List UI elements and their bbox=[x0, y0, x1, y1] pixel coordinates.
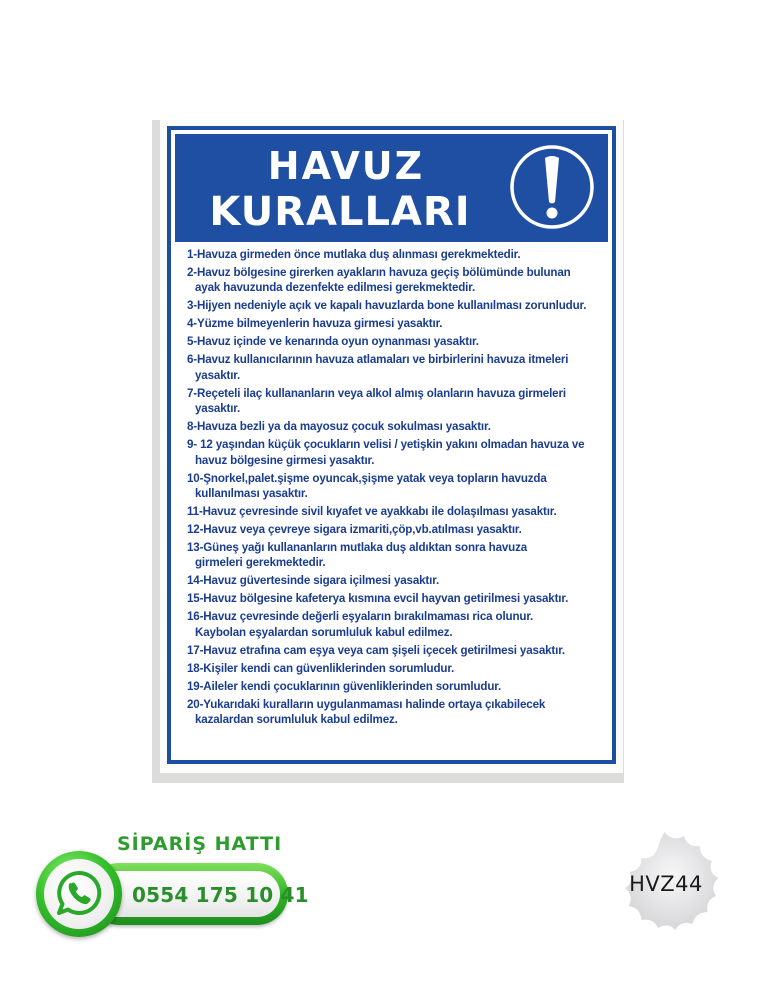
exclamation-circle-icon bbox=[509, 144, 595, 230]
rule-item bbox=[187, 298, 602, 313]
rule-text-continued: havuz bölgesine girmesi yasaktır. bbox=[195, 453, 375, 467]
rule-text: 2-Havuz bölgesine girerken ayakların havuza geçiş bölümünde bulunan bbox=[187, 266, 571, 279]
rule-text: 15-Havuz bölgesine kafeterya kısmına evcil hayvan getirilmesi yasaktır. bbox=[187, 592, 569, 606]
rule-item bbox=[187, 504, 602, 519]
rule-text-continued: yasaktır. bbox=[195, 368, 241, 382]
rule-item bbox=[187, 316, 602, 331]
rule-text-continued: girmeleri gerekmektedir. bbox=[195, 556, 326, 570]
rule-text: 18-Kişiler kendi can güvenliklerinden sorumludur. bbox=[187, 661, 455, 675]
rule-text: 14-Havuz güvertesinde sigara içilmesi yasaktır. bbox=[187, 574, 440, 588]
whatsapp-badge-face bbox=[44, 859, 114, 929]
rule-item bbox=[187, 419, 602, 434]
rule-text: 20-Yukarıdaki kuralların uygulanmaması halinde ortaya çıkabilecek bbox=[187, 697, 546, 711]
rule-item bbox=[187, 679, 602, 694]
rule-text: 5-Havuz içinde ve kenarında oyun oynanması yasaktır. bbox=[187, 335, 479, 349]
rule-text-continued: yasaktır. bbox=[195, 402, 241, 416]
rule-text: 19-Aileler kendi çocuklarının güvenliklerinden sorumludur. bbox=[187, 679, 502, 693]
rule-item bbox=[187, 471, 602, 502]
rule-text-continued: kazalardan sorumluluk kabul edilmez. bbox=[195, 713, 398, 727]
rule-text-continued: ayak havuzunda dezenfekte edilmesi gerekmektedir. bbox=[195, 281, 476, 295]
rule-text: 8-Havuza bezli ya da mayosuz çocuk sokulması yasaktır. bbox=[187, 420, 491, 434]
rule-item bbox=[187, 437, 602, 468]
whatsapp-icon bbox=[55, 869, 103, 917]
sign-title bbox=[175, 142, 505, 236]
rule-item bbox=[187, 609, 602, 640]
rule-text: 17-Havuz etrafına cam eşya veya cam şişeli içecek getirilmesi yasaktır. bbox=[187, 643, 565, 657]
rules-list bbox=[187, 247, 602, 730]
rule-text: 12-Havuz veya çevreye sigara izmariti,çöp,vb.atılması yasaktır. bbox=[187, 523, 522, 537]
product-code: HVZ44 bbox=[629, 872, 703, 896]
rule-text: 13-Güneş yağı kullananların mutlaka duş aldıktan sonra havuza bbox=[187, 541, 528, 555]
rule-text: 9- 12 yaşından küçük çocukların velisi / yetişkin yakını olmadan havuza ve bbox=[187, 438, 585, 452]
order-line-title: SİPARİŞ HATTI bbox=[117, 833, 283, 855]
rule-text: 4-Yüzme bilmeyenlerin havuza girmesi yasaktır. bbox=[187, 317, 443, 331]
rule-text: 3-Hijyen nedeniyle açık ve kapalı havuzlarda bone kullanılması zorunludur. bbox=[187, 299, 587, 313]
rule-item bbox=[187, 247, 602, 262]
rule-item bbox=[187, 540, 602, 571]
rule-item bbox=[187, 352, 602, 383]
sign-title-line2: KURALLARI bbox=[209, 189, 471, 235]
rule-text-continued: Kaybolan eşyalardan sorumluluk kabul edilmez. bbox=[195, 625, 453, 639]
product-image-card bbox=[160, 120, 623, 773]
sign-header bbox=[175, 134, 608, 242]
rule-text: 16-Havuz çevresinde değerli eşyaların bırakılmaması rica olunur. bbox=[187, 610, 534, 624]
rule-item bbox=[187, 573, 602, 588]
rule-text: 11-Havuz çevresinde sivil kıyafet ve ayakkabı ile dolaşılması yasaktır. bbox=[187, 505, 557, 519]
rule-text-continued: kullanılması yasaktır. bbox=[195, 487, 308, 501]
rule-text: 10-Şnorkel,palet.şişme oyuncak,şişme yatak veya topların havuzda bbox=[187, 471, 547, 485]
rule-item bbox=[187, 643, 602, 658]
rule-item bbox=[187, 697, 602, 728]
phone-number[interactable]: 0554 175 10 41 bbox=[132, 883, 309, 907]
rule-item bbox=[187, 334, 602, 349]
rule-item bbox=[187, 265, 602, 296]
rule-text: 7-Reçeteli ilaç kullananların veya alkol almış olanların havuza girmeleri bbox=[187, 386, 566, 400]
sign-title-line1: HAVUZ bbox=[267, 144, 425, 188]
rule-text: 1-Havuza girmeden önce mutlaka duş alınması gerekmektedir. bbox=[187, 248, 521, 261]
whatsapp-badge[interactable] bbox=[36, 851, 122, 937]
rule-item bbox=[187, 386, 602, 417]
rule-item bbox=[187, 591, 602, 606]
pool-rules-sign bbox=[167, 126, 616, 764]
rule-item bbox=[187, 522, 602, 537]
rule-text: 6-Havuz kullanıcılarının havuza atlamaları ve birbirlerini havuza itmeleri bbox=[187, 353, 569, 367]
rule-item bbox=[187, 661, 602, 676]
